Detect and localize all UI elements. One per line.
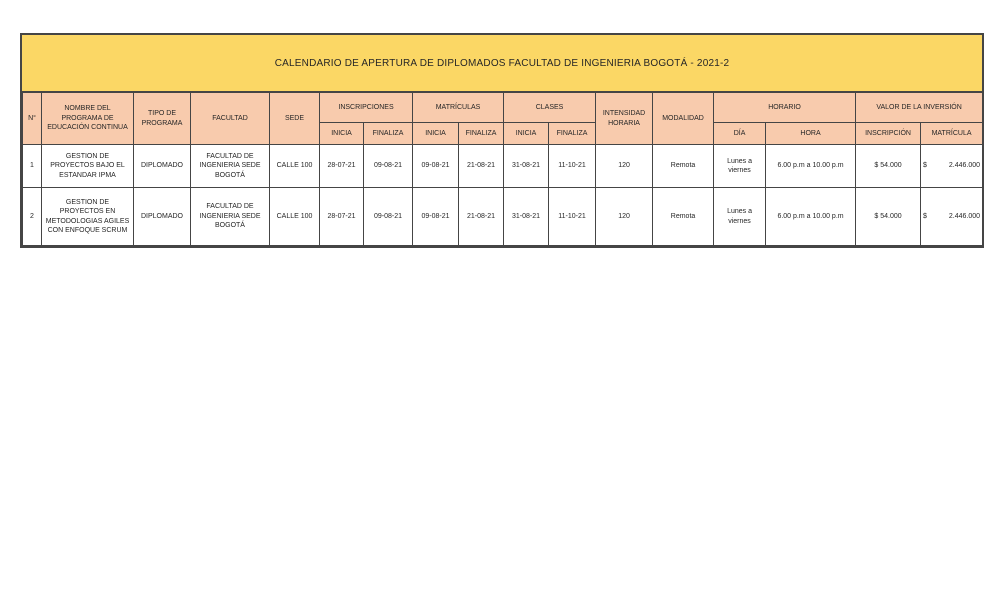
- subheader-inscripciones-finaliza: FINALIZA: [364, 123, 413, 145]
- currency-sign: $: [923, 212, 927, 220]
- cell-intensidad: 120: [596, 145, 653, 188]
- cell-sede: CALLE 100: [270, 145, 320, 188]
- subheader-matricula: MATRÍCULA: [921, 123, 983, 145]
- col-header-sede: SEDE: [270, 93, 320, 145]
- cell-intensidad: 120: [596, 188, 653, 246]
- cell-valor-matricula: [921, 145, 983, 188]
- subheader-matriculas-finaliza: FINALIZA: [459, 123, 504, 145]
- cell-inscripciones-inicia: 28-07-21: [320, 145, 364, 188]
- col-header-nombre: NOMBRE DEL PROGRAMA DE EDUCACIÓN CONTINUA: [42, 93, 134, 145]
- title-banner: [22, 35, 982, 92]
- subheader-inscripciones-inicia: INICIA: [320, 123, 364, 145]
- cell-inscripciones-finaliza: 09-08-21: [364, 188, 413, 246]
- page-title: CALENDARIO DE APERTURA DE DIPLOMADOS FACULTAD DE INGENIERIA BOGOTÁ - 2021-2: [274, 57, 730, 69]
- subheader-clases-inicia: INICIA: [504, 123, 549, 145]
- subheader-dia: DÍA: [714, 123, 766, 145]
- cell-hora: 6.00 p.m a 10.00 p.m: [766, 145, 856, 188]
- currency-sign: $: [923, 162, 927, 170]
- cell-valor-matricula: [921, 188, 983, 246]
- cell-matriculas-inicia: 09-08-21: [413, 188, 459, 246]
- cell-matriculas-inicia: 09-08-21: [413, 145, 459, 188]
- cell-sede: CALLE 100: [270, 188, 320, 246]
- cell-nombre: GESTION DE PROYECTOS EN METODOLOGIAS AGILES CON ENFOQUE SCRUM: [42, 188, 134, 246]
- subheader-hora: HORA: [766, 123, 856, 145]
- cell-matriculas-finaliza: 21-08-21: [459, 188, 504, 246]
- subheader-matriculas-inicia: INICIA: [413, 123, 459, 145]
- cell-inscripciones-inicia: 28-07-21: [320, 188, 364, 246]
- col-header-facultad: FACULTAD: [191, 93, 270, 145]
- cell-facultad: FACULTAD DE INGENIERIA SEDE BOGOTÁ: [191, 145, 270, 188]
- cell-matriculas-finaliza: 21-08-21: [459, 145, 504, 188]
- cell-hora: 6.00 p.m a 10.00 p.m: [766, 188, 856, 246]
- col-header-num: N°: [23, 93, 42, 145]
- subheader-clases-finaliza: FINALIZA: [549, 123, 596, 145]
- cell-nombre: GESTION DE PROYECTOS BAJO EL ESTANDAR IPMA: [42, 145, 134, 188]
- programs-table: [22, 92, 983, 246]
- cell-num: 2: [23, 188, 42, 246]
- cell-tipo: DIPLOMADO: [134, 145, 191, 188]
- currency-amount: 2.446.000: [948, 212, 981, 220]
- cell-clases-finaliza: 11-10-21: [549, 145, 596, 188]
- col-group-matriculas: MATRÍCULAS: [413, 93, 504, 123]
- cell-valor-inscripcion: $ 54.000: [856, 188, 921, 246]
- calendar-sheet: [20, 33, 984, 248]
- col-group-horario: HORARIO: [714, 93, 856, 123]
- col-header-tipo: TIPO DE PROGRAMA: [134, 93, 191, 145]
- currency-amount: 2.446.000: [948, 162, 981, 170]
- col-header-modalidad: MODALIDAD: [653, 93, 714, 145]
- cell-inscripciones-finaliza: 09-08-21: [364, 145, 413, 188]
- col-header-intensidad: INTENSIDAD HORARIA: [596, 93, 653, 145]
- cell-dia: Lunes a viernes: [714, 145, 766, 188]
- col-group-clases: CLASES: [504, 93, 596, 123]
- cell-facultad: FACULTAD DE INGENIERIA SEDE BOGOTÁ: [191, 188, 270, 246]
- table-row: [23, 188, 983, 246]
- col-group-valor: VALOR DE LA INVERSIÓN: [856, 93, 983, 123]
- cell-modalidad: Remota: [653, 145, 714, 188]
- cell-tipo: DIPLOMADO: [134, 188, 191, 246]
- cell-clases-finaliza: 11-10-21: [549, 188, 596, 246]
- col-group-inscripciones: INSCRIPCIONES: [320, 93, 413, 123]
- cell-num: 1: [23, 145, 42, 188]
- cell-modalidad: Remota: [653, 188, 714, 246]
- cell-clases-inicia: 31-08-21: [504, 145, 549, 188]
- subheader-inscripcion: INSCRIPCIÓN: [856, 123, 921, 145]
- table-row: [23, 145, 983, 188]
- cell-clases-inicia: 31-08-21: [504, 188, 549, 246]
- cell-valor-inscripcion: $ 54.000: [856, 145, 921, 188]
- cell-dia: Lunes a viernes: [714, 188, 766, 246]
